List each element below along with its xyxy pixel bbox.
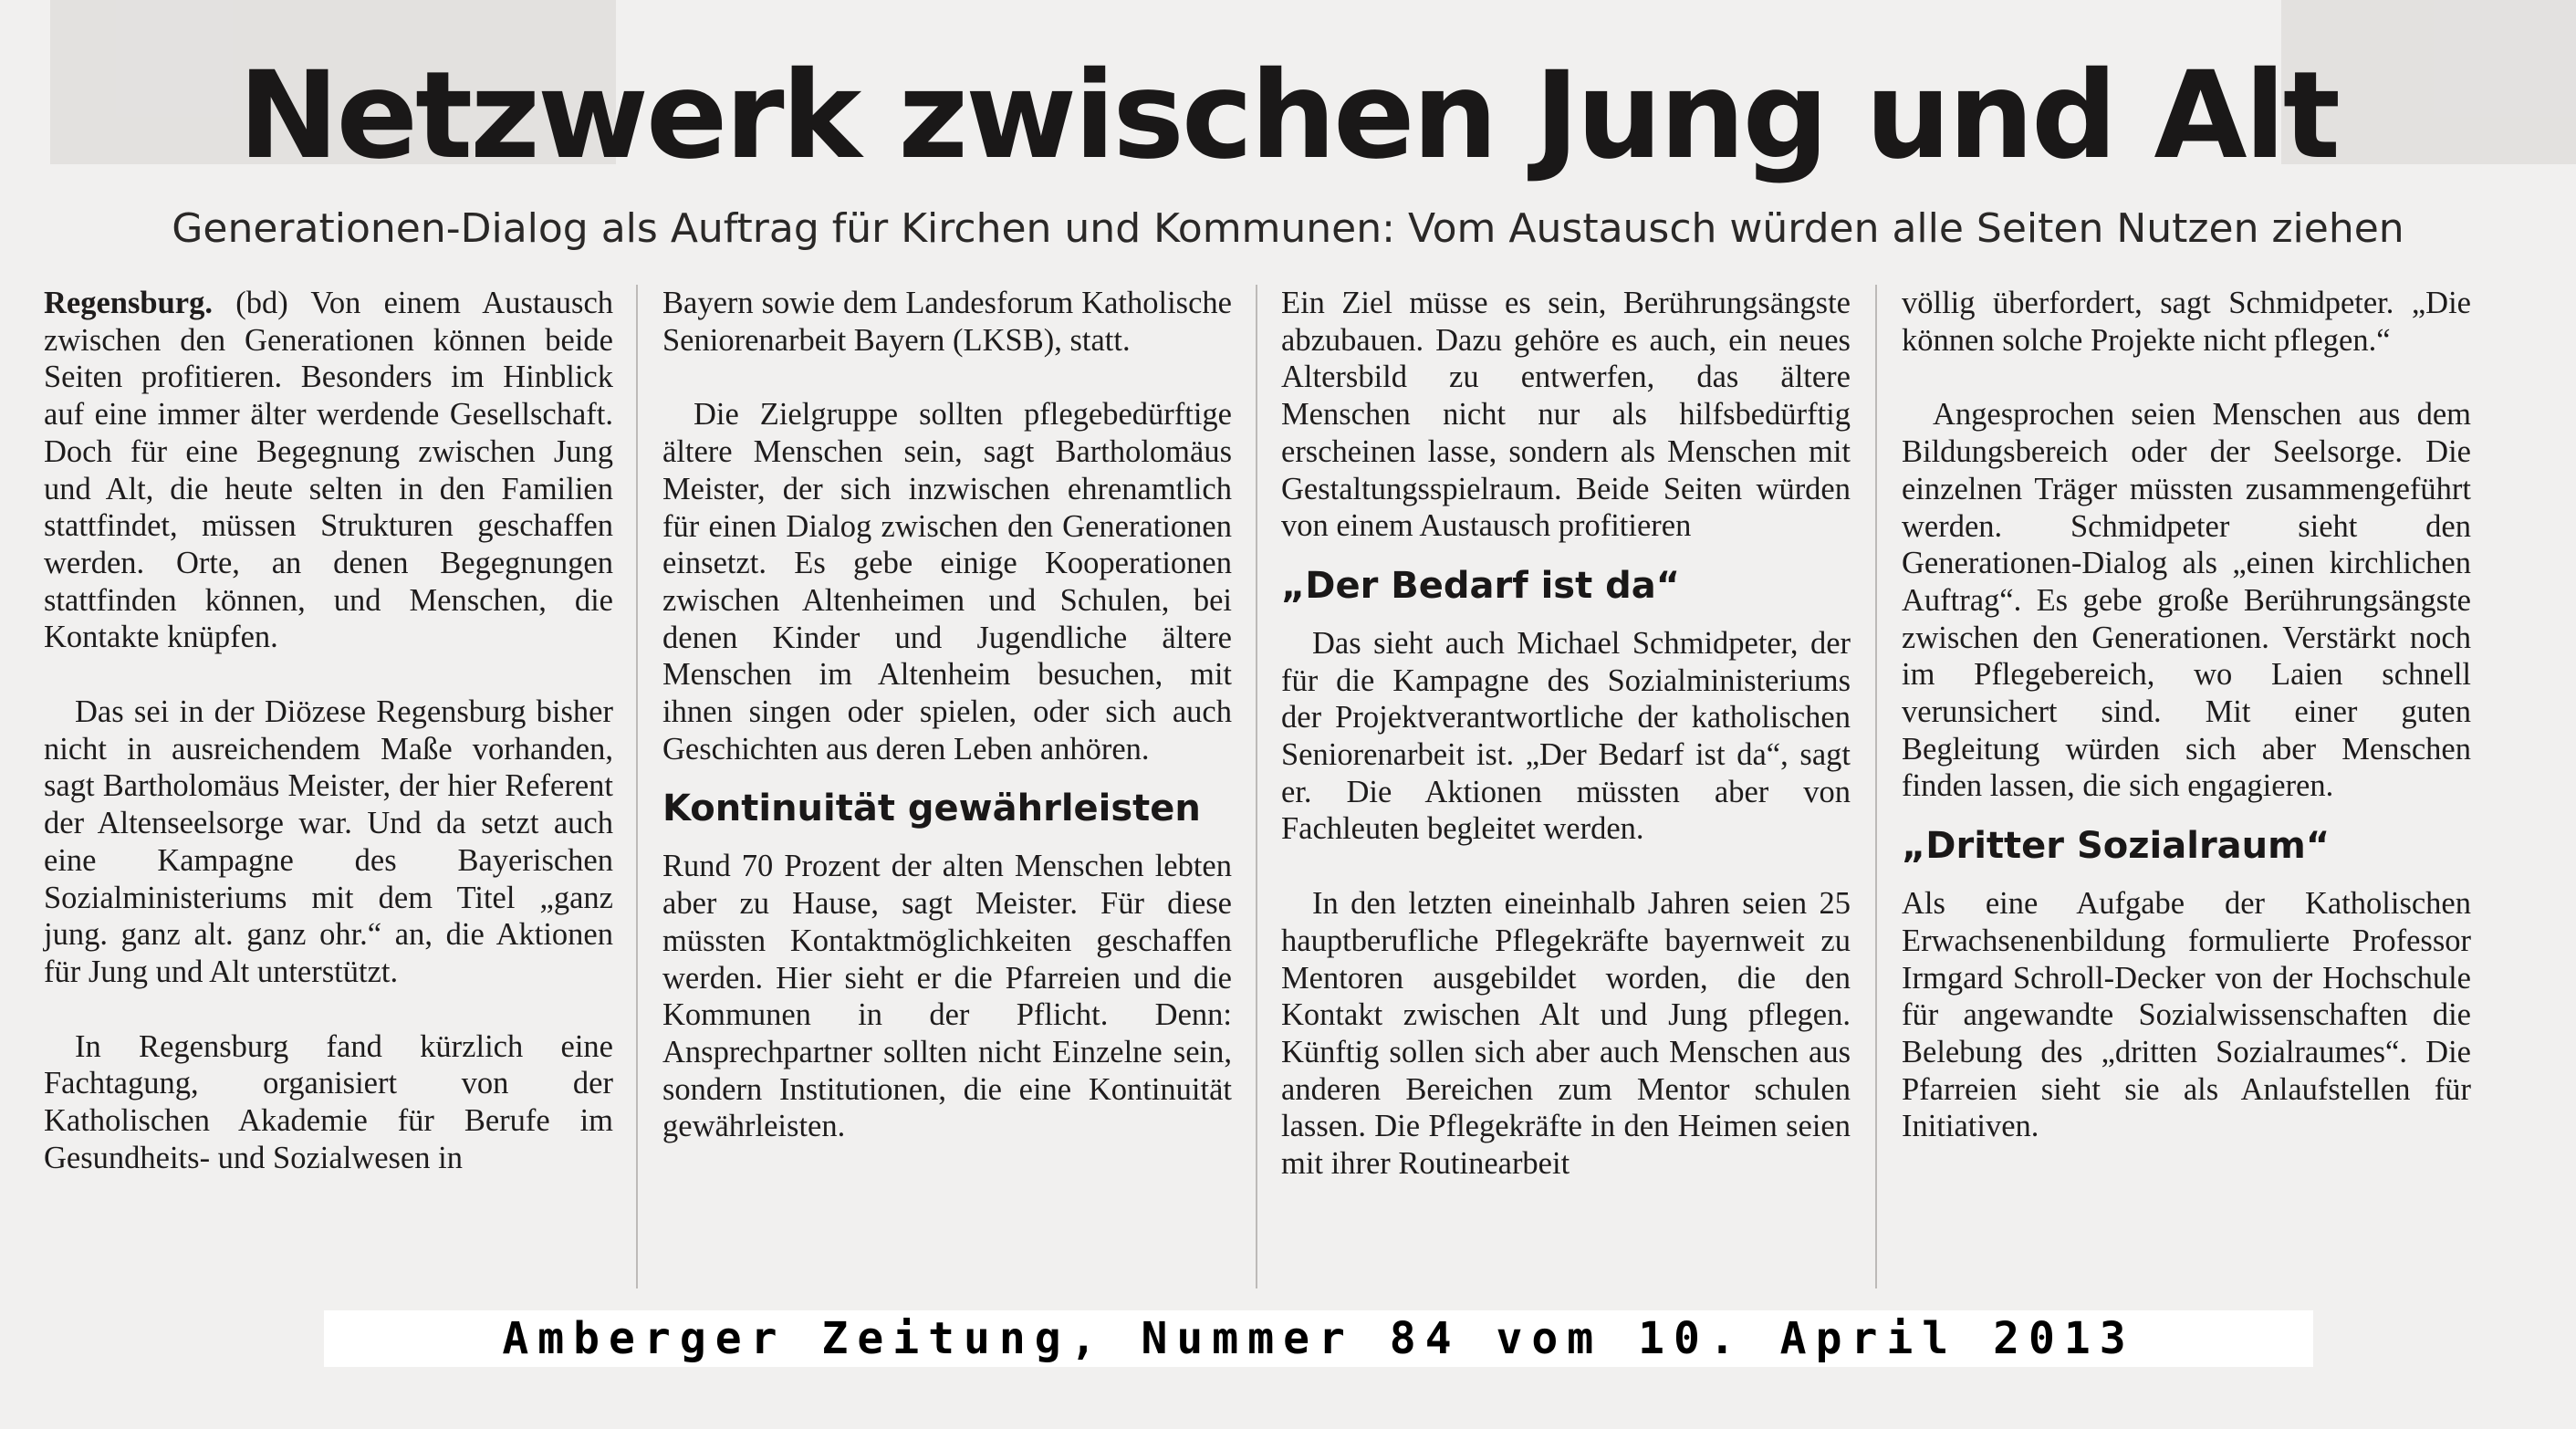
paragraph: Ein Ziel müsse es sein, Berührungsängste abzubauen. Dazu gehöre es auch, ein neues Altersbild zu entwerfen, das ältere Menschen nicht nur als hilfsbedürftig erscheinen lasse, sondern als Menschen mit Gestaltungsspielraum. Beide Seiten würden von einem Austausch profitieren bbox=[1281, 286, 1851, 544]
paragraph: Als eine Aufgabe der Katholischen Erwachsenenbildung formulierte Professor Irmgard Schroll-Decker von der Hochschule für angewandte Sozialwissenschaften die Belebung des „dritten Sozialraumes“. Die Pfarreien sieht sie als Anlaufstellen für Initiativen. bbox=[1902, 886, 2471, 1144]
paragraph: Die Zielgruppe sollten pflegebedürftige ältere Menschen sein, sagt Bartholomäus Meister, der sich inzwischen ehrenamtlich für einen Dialog zwischen den Generationen einsetzt. Es gebe einige Kooperationen zwischen Altenheimen und Schulen, bei denen Kinder und Jugendliche ältere Menschen im Altenheim besuchen, mit ihnen singen oder spielen, oder sich auch Geschichten aus deren Leben anhören. bbox=[662, 397, 1232, 767]
paragraph: Angesprochen seien Menschen aus dem Bildungsbereich oder der Seelsorge. Die einzelnen Träger müssten zusammengeführt werden. Schmidpeter sieht den Generationen-Dialog als „einen kirchlichen Auftrag“. Es gebe große Berührungsängste zwischen den Generationen. Verstärkt noch im Pflegebereich, wo Laien schnell verunsichert sind. Mit einer guten Begleitung würden sich aber Menschen finden lassen, die sich engagieren. bbox=[1902, 397, 2471, 804]
paragraph-text: (bd) Von einem Austausch zwischen den Generationen können beide Seiten profitieren. Besonders im Hinblick auf eine immer älter werdende Gesellschaft. Doch für eine Begegnung zwischen Jung und Alt, die heute selten in den Familien stattfindet, müssen Strukturen geschaffen werden. Orte, an denen Begegnungen stattfinden können, und Menschen, die Kontakte knüpfen. bbox=[44, 286, 614, 655]
section-heading: Kontinuität gewährleisten bbox=[662, 788, 1201, 830]
dateline: Regensburg. bbox=[44, 286, 213, 320]
source-caption: Amberger Zeitung, Nummer 84 vom 10. April 2013 bbox=[324, 1310, 2313, 1367]
column-divider bbox=[1256, 285, 1257, 1288]
column-divider bbox=[1875, 285, 1877, 1288]
paragraph: völlig überfordert, sagt Schmidpeter. „Die können solche Projekte nicht pflegen.“ bbox=[1902, 286, 2471, 358]
article-column-3 bbox=[1281, 285, 1851, 1296]
paragraph bbox=[44, 285, 613, 656]
column-divider bbox=[636, 285, 638, 1288]
paragraph: Bayern sowie dem Landesforum Katholische Seniorenarbeit Bayern (LKSB), statt. bbox=[662, 286, 1232, 358]
headline: Netzwerk zwischen Jung und Alt bbox=[238, 46, 2338, 186]
article-column-1 bbox=[44, 285, 613, 1296]
section-heading: „Der Bedarf ist da“ bbox=[1281, 564, 1681, 607]
paragraph: In den letzten eineinhalb Jahren seien 25 hauptberufliche Pflegekräfte bayernweit zu Mentoren ausgebildet worden, die den Kontakt zwischen Alt und Jung pflegen. Künftig sollen sich aber auch Menschen aus anderen Bereichen zum Mentor schulen lassen. Die Pflegekräfte in den Heimen seien mit ihrer Routinearbeit bbox=[1281, 886, 1851, 1182]
section-heading: „Dritter Sozialraum“ bbox=[1902, 825, 2331, 868]
paragraph: Das sieht auch Michael Schmidpeter, der für die Kampagne des Sozialministeriums der Projektverantwortliche der katholischen Seniorenarbeit ist. „Der Bedarf ist da“, sagt er. Die Aktionen müssten aber von Fachleuten begleitet werden. bbox=[1281, 625, 1851, 847]
article-column-4 bbox=[1902, 285, 2471, 1296]
paragraph: Rund 70 Prozent der alten Menschen lebten aber zu Hause, sagt Meister. Für diese müssten Kontaktmöglichkeiten geschaffen werden. Hier sieht er die Pfarreien und die Kommunen in der Pflicht. Denn: Ansprechpartner sollten nicht Einzelne sein, sondern Institutionen, die eine Kontinuität gewährleisten. bbox=[662, 849, 1232, 1144]
paragraph: Das sei in der Diözese Regensburg bisher nicht in ausreichendem Maße vorhanden, sagt Bartholomäus Meister, der hier Referent der Altenseelsorge war. Und da setzt auch eine Kampagne des Bayerischen Sozialministeriums mit dem Titel „ganz jung. ganz alt. ganz ohr.“ an, die Aktionen für Jung und Alt unterstützt. bbox=[44, 694, 613, 989]
article-column-2 bbox=[662, 285, 1232, 1296]
paragraph: In Regensburg fand kürzlich eine Fachtagung, organisiert von der Katholischen Akademie für Berufe im Gesundheits- und Sozialwesen in bbox=[44, 1028, 613, 1175]
subheadline: Generationen-Dialog als Auftrag für Kirchen und Kommunen: Vom Austausch würden alle Seiten Nutzen ziehen bbox=[172, 205, 2404, 252]
